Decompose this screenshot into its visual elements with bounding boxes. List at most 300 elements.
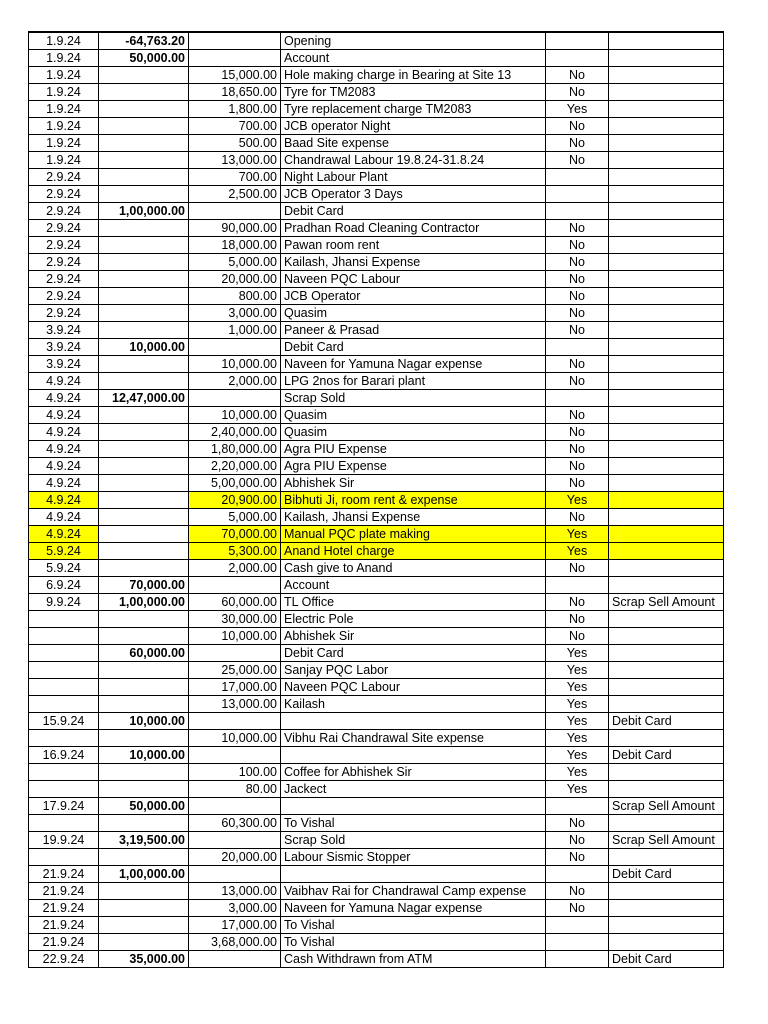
description-cell[interactable]: Paneer & Prasad (281, 322, 546, 339)
date-cell[interactable]: 4.9.24 (29, 390, 99, 407)
debit-amount-cell[interactable]: 100.00 (189, 764, 281, 781)
note-cell[interactable] (609, 730, 724, 747)
flag-cell[interactable]: No (546, 288, 609, 305)
note-cell[interactable] (609, 815, 724, 832)
note-cell[interactable]: Debit Card (609, 747, 724, 764)
note-cell[interactable] (609, 254, 724, 271)
credit-amount-cell[interactable] (99, 322, 189, 339)
note-cell[interactable] (609, 458, 724, 475)
date-cell[interactable]: 21.9.24 (29, 866, 99, 883)
note-cell[interactable] (609, 220, 724, 237)
date-cell[interactable] (29, 849, 99, 866)
note-cell[interactable] (609, 441, 724, 458)
debit-amount-cell[interactable] (189, 645, 281, 662)
debit-amount-cell[interactable]: 3,000.00 (189, 900, 281, 917)
note-cell[interactable]: Scrap Sell Amount (609, 832, 724, 849)
credit-amount-cell[interactable] (99, 407, 189, 424)
flag-cell[interactable]: Yes (546, 645, 609, 662)
date-cell[interactable]: 6.9.24 (29, 577, 99, 594)
description-cell[interactable] (281, 713, 546, 730)
note-cell[interactable] (609, 662, 724, 679)
flag-cell[interactable]: No (546, 424, 609, 441)
flag-cell[interactable]: Yes (546, 526, 609, 543)
debit-amount-cell[interactable] (189, 203, 281, 220)
description-cell[interactable]: Quasim (281, 407, 546, 424)
debit-amount-cell[interactable]: 13,000.00 (189, 696, 281, 713)
note-cell[interactable] (609, 67, 724, 84)
note-cell[interactable] (609, 50, 724, 67)
flag-cell[interactable]: Yes (546, 764, 609, 781)
date-cell[interactable]: 4.9.24 (29, 509, 99, 526)
debit-amount-cell[interactable]: 10,000.00 (189, 730, 281, 747)
credit-amount-cell[interactable]: 10,000.00 (99, 713, 189, 730)
description-cell[interactable]: JCB Operator (281, 288, 546, 305)
date-cell[interactable]: 2.9.24 (29, 254, 99, 271)
debit-amount-cell[interactable] (189, 339, 281, 356)
debit-amount-cell[interactable]: 30,000.00 (189, 611, 281, 628)
debit-amount-cell[interactable]: 80.00 (189, 781, 281, 798)
credit-amount-cell[interactable] (99, 509, 189, 526)
description-cell[interactable]: Agra PIU Expense (281, 441, 546, 458)
flag-cell[interactable]: Yes (546, 679, 609, 696)
note-cell[interactable] (609, 917, 724, 934)
description-cell[interactable]: Tyre replacement charge TM2083 (281, 101, 546, 118)
date-cell[interactable] (29, 611, 99, 628)
flag-cell[interactable] (546, 169, 609, 186)
credit-amount-cell[interactable] (99, 152, 189, 169)
description-cell[interactable]: Naveen PQC Labour (281, 271, 546, 288)
date-cell[interactable] (29, 730, 99, 747)
flag-cell[interactable]: No (546, 458, 609, 475)
flag-cell[interactable]: No (546, 84, 609, 101)
description-cell[interactable]: Chandrawal Labour 19.8.24-31.8.24 (281, 152, 546, 169)
credit-amount-cell[interactable] (99, 186, 189, 203)
description-cell[interactable]: TL Office (281, 594, 546, 611)
description-cell[interactable]: Vibhu Rai Chandrawal Site expense (281, 730, 546, 747)
debit-amount-cell[interactable]: 3,000.00 (189, 305, 281, 322)
date-cell[interactable]: 16.9.24 (29, 747, 99, 764)
debit-amount-cell[interactable]: 700.00 (189, 118, 281, 135)
date-cell[interactable]: 4.9.24 (29, 492, 99, 509)
description-cell[interactable] (281, 798, 546, 815)
flag-cell[interactable] (546, 339, 609, 356)
note-cell[interactable] (609, 764, 724, 781)
description-cell[interactable]: Debit Card (281, 339, 546, 356)
description-cell[interactable]: Baad Site expense (281, 135, 546, 152)
description-cell[interactable]: Opening (281, 32, 546, 50)
description-cell[interactable]: Pradhan Road Cleaning Contractor (281, 220, 546, 237)
debit-amount-cell[interactable]: 5,000.00 (189, 509, 281, 526)
description-cell[interactable]: Quasim (281, 424, 546, 441)
credit-amount-cell[interactable] (99, 662, 189, 679)
flag-cell[interactable]: No (546, 305, 609, 322)
debit-amount-cell[interactable]: 5,300.00 (189, 543, 281, 560)
note-cell[interactable] (609, 305, 724, 322)
credit-amount-cell[interactable] (99, 543, 189, 560)
debit-amount-cell[interactable]: 20,000.00 (189, 849, 281, 866)
credit-amount-cell[interactable] (99, 254, 189, 271)
debit-amount-cell[interactable]: 2,20,000.00 (189, 458, 281, 475)
date-cell[interactable]: 4.9.24 (29, 458, 99, 475)
flag-cell[interactable]: No (546, 883, 609, 900)
debit-amount-cell[interactable]: 5,00,000.00 (189, 475, 281, 492)
description-cell[interactable]: Kailash (281, 696, 546, 713)
note-cell[interactable] (609, 288, 724, 305)
note-cell[interactable] (609, 390, 724, 407)
flag-cell[interactable]: No (546, 611, 609, 628)
description-cell[interactable]: LPG 2nos for Barari plant (281, 373, 546, 390)
debit-amount-cell[interactable]: 1,80,000.00 (189, 441, 281, 458)
note-cell[interactable] (609, 424, 724, 441)
description-cell[interactable]: Debit Card (281, 203, 546, 220)
flag-cell[interactable] (546, 798, 609, 815)
note-cell[interactable]: Scrap Sell Amount (609, 594, 724, 611)
note-cell[interactable] (609, 237, 724, 254)
flag-cell[interactable]: Yes (546, 696, 609, 713)
description-cell[interactable]: Cash Withdrawn from ATM (281, 951, 546, 968)
credit-amount-cell[interactable] (99, 237, 189, 254)
credit-amount-cell[interactable] (99, 135, 189, 152)
note-cell[interactable] (609, 526, 724, 543)
credit-amount-cell[interactable] (99, 305, 189, 322)
debit-amount-cell[interactable] (189, 951, 281, 968)
date-cell[interactable]: 1.9.24 (29, 84, 99, 101)
date-cell[interactable]: 2.9.24 (29, 220, 99, 237)
flag-cell[interactable]: No (546, 271, 609, 288)
debit-amount-cell[interactable] (189, 798, 281, 815)
debit-amount-cell[interactable]: 2,40,000.00 (189, 424, 281, 441)
flag-cell[interactable]: No (546, 509, 609, 526)
description-cell[interactable]: Abhishek Sir (281, 628, 546, 645)
debit-amount-cell[interactable] (189, 713, 281, 730)
flag-cell[interactable]: No (546, 135, 609, 152)
date-cell[interactable]: 9.9.24 (29, 594, 99, 611)
debit-amount-cell[interactable]: 90,000.00 (189, 220, 281, 237)
note-cell[interactable] (609, 339, 724, 356)
debit-amount-cell[interactable]: 60,000.00 (189, 594, 281, 611)
note-cell[interactable]: Scrap Sell Amount (609, 798, 724, 815)
date-cell[interactable] (29, 679, 99, 696)
credit-amount-cell[interactable]: 10,000.00 (99, 747, 189, 764)
flag-cell[interactable]: No (546, 407, 609, 424)
credit-amount-cell[interactable] (99, 84, 189, 101)
note-cell[interactable] (609, 883, 724, 900)
flag-cell[interactable] (546, 577, 609, 594)
date-cell[interactable]: 21.9.24 (29, 934, 99, 951)
date-cell[interactable]: 3.9.24 (29, 339, 99, 356)
credit-amount-cell[interactable] (99, 356, 189, 373)
flag-cell[interactable]: Yes (546, 101, 609, 118)
date-cell[interactable]: 2.9.24 (29, 169, 99, 186)
credit-amount-cell[interactable] (99, 883, 189, 900)
date-cell[interactable]: 2.9.24 (29, 237, 99, 254)
credit-amount-cell[interactable] (99, 560, 189, 577)
flag-cell[interactable]: Yes (546, 492, 609, 509)
note-cell[interactable] (609, 492, 724, 509)
date-cell[interactable] (29, 645, 99, 662)
flag-cell[interactable] (546, 203, 609, 220)
note-cell[interactable] (609, 543, 724, 560)
flag-cell[interactable]: No (546, 322, 609, 339)
credit-amount-cell[interactable] (99, 781, 189, 798)
description-cell[interactable]: Debit Card (281, 645, 546, 662)
description-cell[interactable]: Bibhuti Ji, room rent & expense (281, 492, 546, 509)
date-cell[interactable]: 1.9.24 (29, 32, 99, 50)
flag-cell[interactable]: Yes (546, 730, 609, 747)
flag-cell[interactable]: Yes (546, 543, 609, 560)
credit-amount-cell[interactable] (99, 628, 189, 645)
description-cell[interactable]: Anand Hotel charge (281, 543, 546, 560)
flag-cell[interactable]: No (546, 815, 609, 832)
flag-cell[interactable]: No (546, 900, 609, 917)
flag-cell[interactable]: Yes (546, 781, 609, 798)
note-cell[interactable] (609, 509, 724, 526)
credit-amount-cell[interactable] (99, 679, 189, 696)
note-cell[interactable] (609, 577, 724, 594)
credit-amount-cell[interactable]: 3,19,500.00 (99, 832, 189, 849)
note-cell[interactable] (609, 322, 724, 339)
date-cell[interactable]: 2.9.24 (29, 186, 99, 203)
note-cell[interactable] (609, 900, 724, 917)
credit-amount-cell[interactable]: 1,00,000.00 (99, 594, 189, 611)
credit-amount-cell[interactable] (99, 424, 189, 441)
flag-cell[interactable]: No (546, 849, 609, 866)
note-cell[interactable] (609, 679, 724, 696)
debit-amount-cell[interactable]: 3,68,000.00 (189, 934, 281, 951)
credit-amount-cell[interactable]: 35,000.00 (99, 951, 189, 968)
flag-cell[interactable]: No (546, 441, 609, 458)
date-cell[interactable]: 15.9.24 (29, 713, 99, 730)
credit-amount-cell[interactable] (99, 441, 189, 458)
flag-cell[interactable]: No (546, 356, 609, 373)
flag-cell[interactable] (546, 934, 609, 951)
credit-amount-cell[interactable] (99, 696, 189, 713)
flag-cell[interactable]: Yes (546, 747, 609, 764)
credit-amount-cell[interactable] (99, 917, 189, 934)
note-cell[interactable] (609, 781, 724, 798)
date-cell[interactable]: 1.9.24 (29, 135, 99, 152)
debit-amount-cell[interactable] (189, 390, 281, 407)
credit-amount-cell[interactable] (99, 900, 189, 917)
flag-cell[interactable]: No (546, 594, 609, 611)
credit-amount-cell[interactable]: 70,000.00 (99, 577, 189, 594)
flag-cell[interactable]: Yes (546, 662, 609, 679)
flag-cell[interactable]: No (546, 373, 609, 390)
date-cell[interactable]: 1.9.24 (29, 152, 99, 169)
note-cell[interactable] (609, 407, 724, 424)
date-cell[interactable] (29, 764, 99, 781)
description-cell[interactable]: JCB operator Night (281, 118, 546, 135)
date-cell[interactable]: 3.9.24 (29, 322, 99, 339)
credit-amount-cell[interactable] (99, 67, 189, 84)
credit-amount-cell[interactable]: 10,000.00 (99, 339, 189, 356)
description-cell[interactable]: Coffee for Abhishek Sir (281, 764, 546, 781)
debit-amount-cell[interactable] (189, 747, 281, 764)
description-cell[interactable]: Abhishek Sir (281, 475, 546, 492)
debit-amount-cell[interactable]: 800.00 (189, 288, 281, 305)
debit-amount-cell[interactable]: 17,000.00 (189, 679, 281, 696)
date-cell[interactable]: 21.9.24 (29, 900, 99, 917)
credit-amount-cell[interactable] (99, 475, 189, 492)
credit-amount-cell[interactable]: 1,00,000.00 (99, 866, 189, 883)
flag-cell[interactable] (546, 186, 609, 203)
date-cell[interactable]: 2.9.24 (29, 271, 99, 288)
date-cell[interactable]: 4.9.24 (29, 526, 99, 543)
debit-amount-cell[interactable]: 10,000.00 (189, 628, 281, 645)
credit-amount-cell[interactable] (99, 815, 189, 832)
note-cell[interactable] (609, 849, 724, 866)
description-cell[interactable]: Scrap Sold (281, 832, 546, 849)
debit-amount-cell[interactable]: 13,000.00 (189, 883, 281, 900)
date-cell[interactable]: 21.9.24 (29, 883, 99, 900)
debit-amount-cell[interactable]: 10,000.00 (189, 407, 281, 424)
date-cell[interactable]: 19.9.24 (29, 832, 99, 849)
flag-cell[interactable]: No (546, 254, 609, 271)
debit-amount-cell[interactable]: 25,000.00 (189, 662, 281, 679)
debit-amount-cell[interactable]: 2,000.00 (189, 373, 281, 390)
description-cell[interactable]: To Vishal (281, 934, 546, 951)
debit-amount-cell[interactable]: 60,300.00 (189, 815, 281, 832)
flag-cell[interactable] (546, 32, 609, 50)
debit-amount-cell[interactable]: 18,000.00 (189, 237, 281, 254)
description-cell[interactable]: Night Labour Plant (281, 169, 546, 186)
credit-amount-cell[interactable] (99, 169, 189, 186)
date-cell[interactable]: 2.9.24 (29, 203, 99, 220)
credit-amount-cell[interactable] (99, 373, 189, 390)
date-cell[interactable]: 1.9.24 (29, 101, 99, 118)
debit-amount-cell[interactable] (189, 50, 281, 67)
flag-cell[interactable]: No (546, 560, 609, 577)
date-cell[interactable] (29, 628, 99, 645)
note-cell[interactable] (609, 118, 724, 135)
debit-amount-cell[interactable]: 70,000.00 (189, 526, 281, 543)
flag-cell[interactable]: No (546, 832, 609, 849)
description-cell[interactable]: Cash give to Anand (281, 560, 546, 577)
description-cell[interactable]: Pawan room rent (281, 237, 546, 254)
debit-amount-cell[interactable]: 10,000.00 (189, 356, 281, 373)
date-cell[interactable] (29, 662, 99, 679)
flag-cell[interactable]: No (546, 67, 609, 84)
date-cell[interactable]: 21.9.24 (29, 917, 99, 934)
date-cell[interactable]: 4.9.24 (29, 424, 99, 441)
date-cell[interactable]: 1.9.24 (29, 118, 99, 135)
date-cell[interactable] (29, 815, 99, 832)
credit-amount-cell[interactable] (99, 764, 189, 781)
date-cell[interactable]: 4.9.24 (29, 373, 99, 390)
debit-amount-cell[interactable]: 20,000.00 (189, 271, 281, 288)
date-cell[interactable]: 22.9.24 (29, 951, 99, 968)
description-cell[interactable]: Kailash, Jhansi Expense (281, 254, 546, 271)
credit-amount-cell[interactable] (99, 934, 189, 951)
date-cell[interactable]: 4.9.24 (29, 407, 99, 424)
credit-amount-cell[interactable] (99, 526, 189, 543)
description-cell[interactable]: To Vishal (281, 917, 546, 934)
description-cell[interactable]: Kailash, Jhansi Expense (281, 509, 546, 526)
credit-amount-cell[interactable]: 12,47,000.00 (99, 390, 189, 407)
description-cell[interactable]: Naveen for Yamuna Nagar expense (281, 356, 546, 373)
note-cell[interactable] (609, 645, 724, 662)
credit-amount-cell[interactable] (99, 271, 189, 288)
description-cell[interactable]: Naveen PQC Labour (281, 679, 546, 696)
note-cell[interactable]: Debit Card (609, 866, 724, 883)
debit-amount-cell[interactable]: 700.00 (189, 169, 281, 186)
date-cell[interactable]: 1.9.24 (29, 67, 99, 84)
note-cell[interactable] (609, 934, 724, 951)
flag-cell[interactable] (546, 50, 609, 67)
description-cell[interactable]: Naveen for Yamuna Nagar expense (281, 900, 546, 917)
credit-amount-cell[interactable] (99, 220, 189, 237)
date-cell[interactable] (29, 696, 99, 713)
debit-amount-cell[interactable] (189, 832, 281, 849)
debit-amount-cell[interactable]: 13,000.00 (189, 152, 281, 169)
note-cell[interactable] (609, 84, 724, 101)
description-cell[interactable]: Manual PQC plate making (281, 526, 546, 543)
description-cell[interactable]: Scrap Sold (281, 390, 546, 407)
debit-amount-cell[interactable] (189, 32, 281, 50)
flag-cell[interactable]: No (546, 118, 609, 135)
description-cell[interactable]: JCB Operator 3 Days (281, 186, 546, 203)
note-cell[interactable] (609, 696, 724, 713)
flag-cell[interactable]: No (546, 628, 609, 645)
description-cell[interactable]: Agra PIU Expense (281, 458, 546, 475)
date-cell[interactable]: 5.9.24 (29, 543, 99, 560)
flag-cell[interactable] (546, 917, 609, 934)
date-cell[interactable]: 4.9.24 (29, 475, 99, 492)
debit-amount-cell[interactable]: 15,000.00 (189, 67, 281, 84)
credit-amount-cell[interactable] (99, 492, 189, 509)
flag-cell[interactable]: No (546, 475, 609, 492)
date-cell[interactable]: 5.9.24 (29, 560, 99, 577)
note-cell[interactable] (609, 628, 724, 645)
flag-cell[interactable] (546, 866, 609, 883)
flag-cell[interactable]: No (546, 220, 609, 237)
date-cell[interactable]: 1.9.24 (29, 50, 99, 67)
flag-cell[interactable]: No (546, 152, 609, 169)
flag-cell[interactable]: Yes (546, 713, 609, 730)
credit-amount-cell[interactable]: 50,000.00 (99, 50, 189, 67)
description-cell[interactable]: Tyre for TM2083 (281, 84, 546, 101)
description-cell[interactable]: Account (281, 50, 546, 67)
debit-amount-cell[interactable]: 1,800.00 (189, 101, 281, 118)
note-cell[interactable] (609, 32, 724, 50)
credit-amount-cell[interactable] (99, 101, 189, 118)
flag-cell[interactable]: No (546, 237, 609, 254)
description-cell[interactable]: Electric Pole (281, 611, 546, 628)
credit-amount-cell[interactable]: 60,000.00 (99, 645, 189, 662)
credit-amount-cell[interactable] (99, 458, 189, 475)
debit-amount-cell[interactable]: 1,000.00 (189, 322, 281, 339)
note-cell[interactable] (609, 356, 724, 373)
note-cell[interactable] (609, 271, 724, 288)
debit-amount-cell[interactable]: 2,000.00 (189, 560, 281, 577)
note-cell[interactable] (609, 152, 724, 169)
date-cell[interactable]: 4.9.24 (29, 441, 99, 458)
description-cell[interactable]: Vaibhav Rai for Chandrawal Camp expense (281, 883, 546, 900)
debit-amount-cell[interactable] (189, 866, 281, 883)
date-cell[interactable]: 3.9.24 (29, 356, 99, 373)
debit-amount-cell[interactable]: 500.00 (189, 135, 281, 152)
description-cell[interactable]: Quasim (281, 305, 546, 322)
description-cell[interactable]: Account (281, 577, 546, 594)
note-cell[interactable] (609, 611, 724, 628)
debit-amount-cell[interactable]: 18,650.00 (189, 84, 281, 101)
debit-amount-cell[interactable] (189, 577, 281, 594)
note-cell[interactable] (609, 101, 724, 118)
note-cell[interactable]: Debit Card (609, 713, 724, 730)
description-cell[interactable]: Jackect (281, 781, 546, 798)
description-cell[interactable] (281, 866, 546, 883)
credit-amount-cell[interactable] (99, 730, 189, 747)
